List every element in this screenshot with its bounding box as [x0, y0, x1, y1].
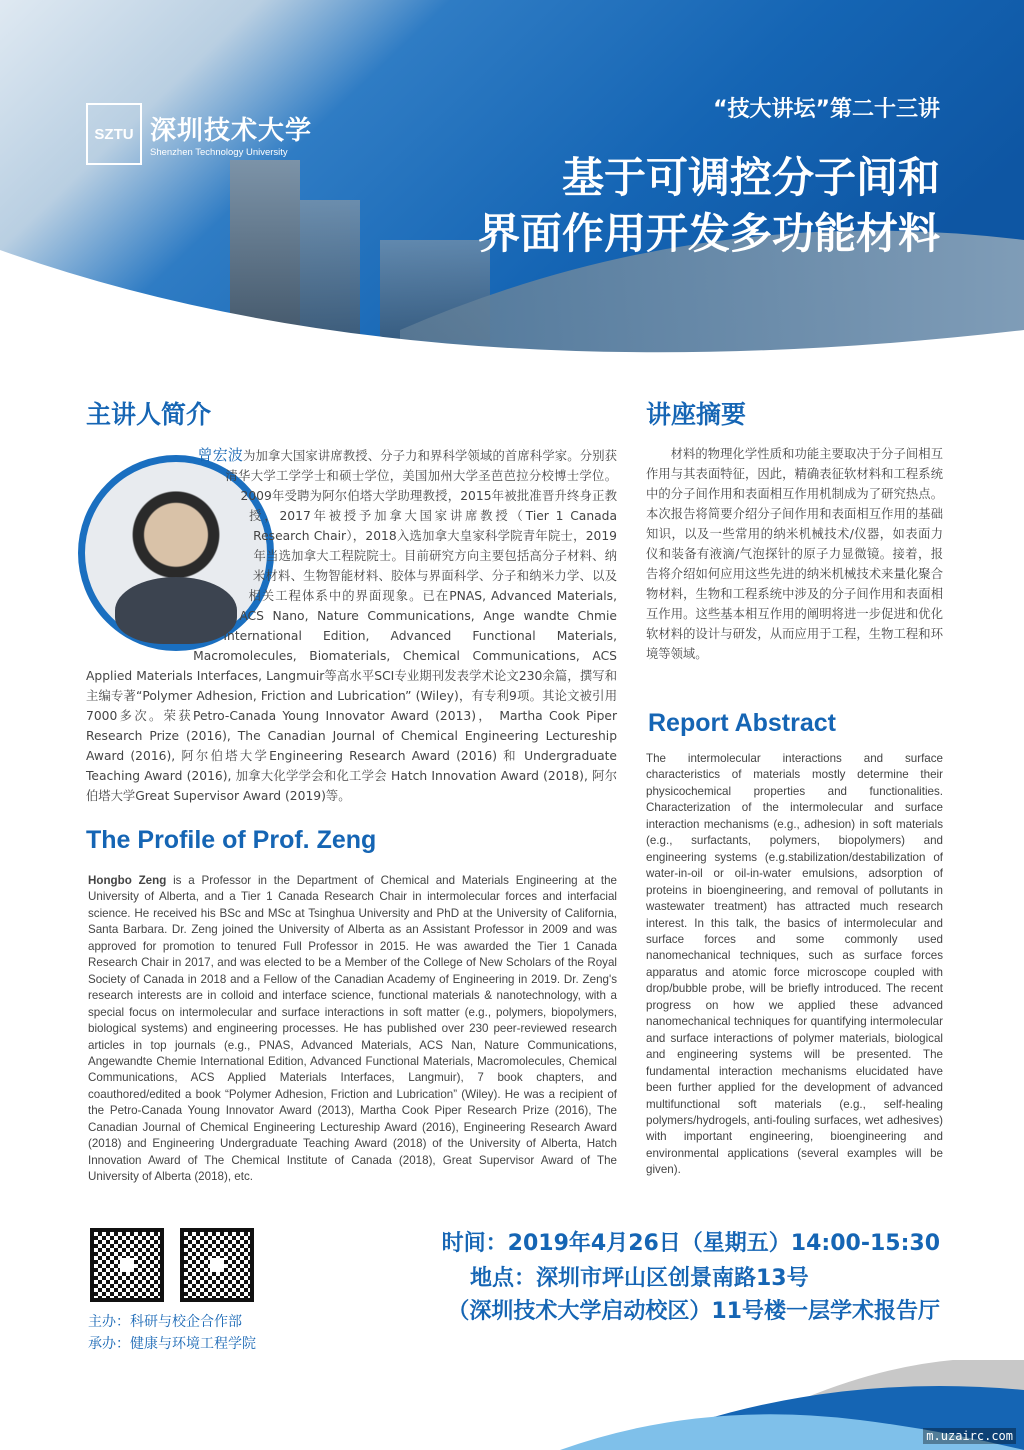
- bio-text-en: is a Professor in the Department of Chemical and Materials Engineering at the University of Alberta, and a Tier 1 Canada Research Chair in intermolecular forces and interfacial science. He received his BSc and MSc at Tsinghua University and PhD at the University of California, Santa Barbara. Dr. Zeng joined the University of Alberta as an Assistant Professor in 2009 and was approved for promotion to tenured Full Professor in 2015. He was awarded the Tier 1 Canada Research Chair in 2017, and was elected to be a Member of the College of New Scholars of the Royal Society of Canada in 2018 and a Fellow of the Canadian Academy of Engineering in 2019. Dr. Zeng's research interests are in colloid and interface science, functional materials & nanotechnology, with a special focus on intermolecular and surface interactions in soft matter (e.g., polymers, biopolymers, biological systems) and engineering processes. He has published over 230 peer-reviewed research articles in top journals (e.g., PNAS, Advanced Materials, ACS Nan, Nature Communications, Angewandte Chemie International Edition, Advanced Functional Materials, Macromolecules, Chemical Communications, ACS Applied Materials Interfaces, Langmuir), 7 book chapters, and coauthored/edited a book “Polymer Adhesion, Friction and Lubrication” (Wiley). He was a recipient of the Petro-Canada Young Innovator Award (2013), Martha Cook Piper Research Prize (2016), The Canadian Journal of Chemical Engineering Lectureship Award (2016), Engineering Research Award (2018) and Engineering Undergraduate Teaching Award (2018) of the University of Alberta, Hatch Innovation Award of The Chemical Institute of Canada (2018), Great Supervisor Award of The University of Alberta (2018), etc.: [88, 874, 617, 1184]
- speaker-name-cn: 曾宏波: [197, 446, 244, 464]
- abstract-heading-en: Report Abstract: [648, 709, 836, 737]
- bio-text-cn: 为加拿大国家讲席教授、分子力和界科学领域的首席科学家。分别获清华大学工学学士和硕士学位，美国加州大学圣芭芭拉分校博士学位。2009年受聘为阿尔伯塔大学助理教授，2015年被批准晋升终身正教授，2017年被授予加拿大国家讲席教授（Tier 1 Canada Research Chair），2018入选加拿大皇家科学院青年院士，2019年当选加拿大工程院院士。目前研究方向主要包括高分子材料、纳米材料、生物智能材料、胶体与界面科学、分子和纳米力学、以及相关工程体系中的界面现象。已在PNAS, Advanced Materials, ACS Nano, Nature Communications, Ange wandte Chmie International Edition, Advanced Functional Materials, Macromolecules, Biomaterials, Chemical Communications, ACS Applied Materials Interfaces, Langmuir等高水平SCI专业期刊发表学术论文230余篇，撰写和主编专著“Polymer Adhesion, Friction and Lubrication” (Wiley)，有专利9项。其论文被引用7000多次。荣获Petro-Canada Young Innovator Award (2013)， Martha Cook Piper Research Prize (2016), The Canadian Journal of Chemical Engineering Lectureship Award (2016), 阿尔伯塔大学Engineering Research Award (2016) 和 Undergraduate Teaching Award (2016), 加拿大化学学会和化工学会 Hatch Innovation Award (2018), 阿尔伯塔大学Great Supervisor Award (2019)等。: [86, 449, 617, 803]
- abstract-text-cn: 材料的物理化学性质和功能主要取决于分子间相互作用与其表面特征，因此，精确表征软材料和工程系统中的分子间作用和表面相互作用机制成为了研究热点。本次报告将简要介绍分子间作用和表面相互作用的基础知识，以及一些常用的纳米机械技术/仪器，如表面力仪和装备有液滴/气泡探针的原子力显微镜。接着，报告将介绍如何应用这些先进的纳米机械技术来量化聚合物材料，生物和工程系统中涉及的分子间作用和表面相互作用。这些基本相互作用的阐明将进一步促进和优化软材料的设计与研发，从而应用于工程，生物工程和环境等领域。: [646, 447, 943, 661]
- title-line-1: 基于可调控分子间和: [561, 153, 940, 202]
- university-logo: [86, 103, 312, 165]
- abstract-text-en: The intermolecular interactions and surface characteristics of materials mostly determine their physicochemical properties and functionalities. Characterization of the intermolecular and surface interaction mechanisms (e.g., adhesion) in soft materials (e.g., surfactants, polymers, biopolymers) and engineering systems (e.g.stabilization/destabilization of water-in-oil or oil-in-water emulsions, adsorption of proteins in bioengineering, and removal of pollutants in wastewater treatment) has attracted much research interest. In this talk, the basics of intermolecular and surface forces and some commonly used nanomechanical techniques, such as surface forces apparatus and atomic force microscope coupled with drop/bubble probe, will be briefly introduced. The recent progress on how we applied these advanced nanomechanical techniques for quantifying intermolecular and surface interactions of polymer materials, biological and engineering systems will be presented. The fundamental interaction mechanisms elucidated have been further applied for the development of advanced multifunctional soft materials (e.g., self-healing polymers/hydrogels, anti-fouling surfaces, wet adhesives) with important engineering, bioengineering and environmental applications (several examples will be given).: [646, 752, 943, 1177]
- speaker-name-en: Hongbo Zeng: [88, 874, 167, 887]
- watermark: m.uzairc.com: [923, 1428, 1016, 1444]
- abstract-heading-cn: 讲座摘要: [646, 400, 747, 429]
- speaker-bio-cn: [86, 445, 617, 806]
- profile-heading: The Profile of Prof. Zeng: [86, 826, 377, 854]
- organizer-label: 承办：健康与环境工程学院: [88, 1336, 256, 1352]
- logo-name-en: Shenzhen Technology University: [150, 147, 288, 158]
- event-place: 地点：深圳市坪山区创景南路13号: [470, 1266, 809, 1291]
- event-time: 时间：2019年4月26日（星期五）14:00-15:30: [441, 1231, 940, 1256]
- building-image: [230, 160, 300, 340]
- title-line-2: 界面作用开发多功能材料: [477, 209, 940, 258]
- event-venue: （深圳技术大学启动校区）11号楼一层学术报告厅: [447, 1299, 940, 1324]
- host-label: 主办：科研与校企合作部: [88, 1314, 242, 1330]
- lecture-series: “技大讲坛”第二十三讲: [713, 97, 940, 122]
- qr-code: [90, 1228, 164, 1302]
- logo-name-cn: 深圳技术大学: [150, 116, 313, 146]
- speaker-bio-en: [88, 873, 617, 1186]
- speaker-heading: 主讲人简介: [86, 400, 212, 429]
- qr-code: [180, 1228, 254, 1302]
- lecture-title: [478, 150, 940, 262]
- building-image: [300, 200, 360, 340]
- logo-badge: SZTU: [86, 103, 142, 165]
